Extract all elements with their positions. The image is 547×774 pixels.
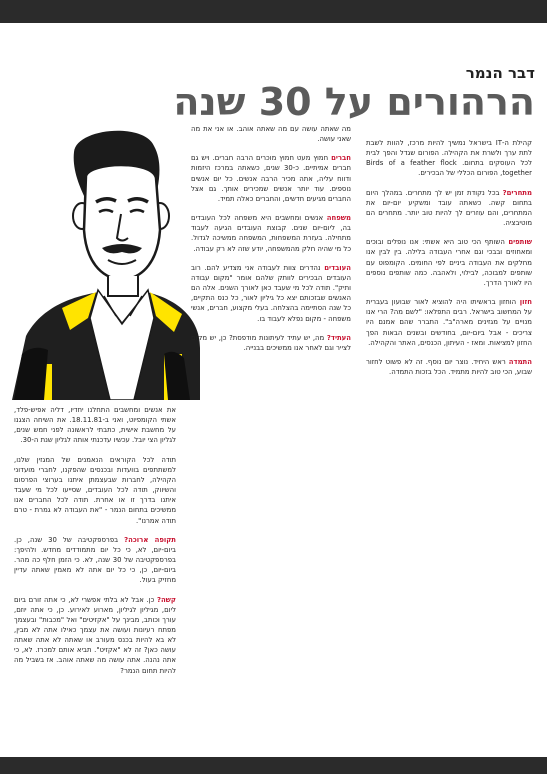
- paragraph: חזון הוחזון בראשיתו היה להוציא לאור שבועון בעברית על המחשוב בישראל. רבים התפלאו: "לשם מה? הרי אנו מנויים על מגזינים מארה"ב". התברר שהם אמנם היו צריכים - אבל ביום-יום, בחודשים ובשנים הבאות הפך החזון למציאות. ומאז - העיתון, הכנסים, האתר והקהילה.: [366, 298, 532, 347]
- keyword-lead: קשה?: [156, 595, 176, 604]
- paragraph: את אנשים ומחשבים התחלנו יחדיו, דליה אפיש-פלד, אשתי הקומפיוט, ואני ב-18.11.81. את השיחה הצגנו על מחשבת אישית, כתבתי לראשונה לפני חמש שנים, לגליון הצי יובל. עכשיו עדכנתי אותה לגליון שנת ה-30.: [14, 406, 176, 445]
- bottom-bar: [0, 757, 547, 774]
- keyword-lead: העתיד?: [326, 333, 351, 342]
- paragraph: העתיד? מה, יש עתיד לעיתונות מודפסת? כן, יש מקום לצייר וגם לאחר אנו ממשיכים בבנייה.: [191, 333, 351, 352]
- article-column-right: [366, 138, 532, 386]
- keyword-lead: חברים: [331, 154, 351, 163]
- keyword-lead: חזון: [519, 298, 532, 307]
- headline: הרהורים על 30 שנה: [173, 80, 535, 124]
- paragraph: התמדה ראש היחיד. נוצר יום נוסף. זה לא פשוט לחזור שבוע, הכי טוב להיות מתמיד. הכל בזכות התמדה.: [366, 357, 532, 376]
- paragraph: משפחה אנשים ומחשבים היא משפחה לכל העובדים בה, ליום-יום שנים. קבוצת העובדים הגיעה לעבוד מתחילה. בעזרת המשפחות, המשפחה ממשיכה לגדול. כל מי שהיה חלק מהמשפחה, יודע שזה לא רק עבודה.: [191, 214, 351, 253]
- paragraph: תקופה ארוכה? בפרספקטיבה של 30 שנה, כן. ביום-יום, לא, כי כל יום מתמודדים מחדש. ולהיפך: בפרספקטיבה של 30 שנה, לא. כי הזמן חלף כה מהר. ביום-יום, כן, כי כל יום אתה לא מאמין שאתה עדיין מחזיק בעול.: [14, 535, 177, 585]
- keyword-lead: מתחרים?: [502, 188, 532, 197]
- paragraph: מתחרים? בכל נקודת זמן יש לך מתחרים. במהלך היום בתחום קשה. כשאתה עובד ומשקיע יום-יום את המתחרים, והם עוזרים לך להיות טוב יותר. מתחרים הם מוטיבציה.: [366, 188, 532, 228]
- paragraph: מה שאתה עושה עם מה שאתה אוהב. או אני את מה שאני עושה.: [191, 125, 351, 144]
- keyword-lead: משפחה: [326, 214, 351, 223]
- keyword-lead: תקופה ארוכה?: [124, 535, 176, 544]
- top-bar: [0, 0, 547, 23]
- keyword-lead: התמדה: [508, 357, 532, 366]
- paragraph: תודה לכל הקוראים הנאמנים של המגזין שלנו, למשתתפים בוועדות ובכנסים שהפקנו, לחברי מועדוני הקהילה, לחברות שבעצמתן איתנו בערוצי הפרסום והשיווק, תודה לכל העובדים, שסייעו לכל מי שעבד איתנו בדרך זו או אחרת. תודה לכל החברים אנו ממשיכים בתחום הנמר - "את העבודה לא גמרת - טרם תודה אמרנו".: [14, 455, 176, 525]
- article-column-left: [14, 405, 176, 685]
- paragraph: שותפים השותף הכי טוב היא אשתי: אנו נופלים ובוכים ומאחוזים ובבכי וגם אחרי העבודה בלילה. בין לבין אנו מחלקים את העבודה ביניים לפי החומים. הקומפוט עם שותפים למבוכה, לבילוי, ולאהבה. כמה שותפים נוספים היו לאורך הדרך.: [366, 238, 532, 287]
- paragraph: קהילת ה-IT בישראל נמשיך להיות מרכז, להוות לשבת לתת ערך ולשרת את הקהילה. הפורום שגדל והפך לבית לכל העוסקים בתחום. Birds of a feather flock together, הפורום הכללי של הבכירים.: [366, 139, 532, 178]
- paragraph: קשה? כן. אבל לא בלתי אפשרי לא, כי אתה זורם ביום ליום, מגיליון לגיליון, מארוע לאירוע. כן, כי אתה יוזם, עורך וכותב, מבינך על "אקזיטים" ואל "מכבות" ובעצמך מפתח רעיונות ועושה את עצמך כאילו אתה לא מבין, לא בא להיות בכנס מעורב או שאתה לא אתה שאתה עושה כאן? זה לא "אקזיט". תביא אותם למכרז. לא, כי אתה נהנה. אתה עושה מה שאתה אוהב. אז בשביל מה להיות תחום הנמר?: [14, 595, 176, 675]
- article-column-middle: [191, 124, 351, 362]
- section-label: דבר הנמר: [465, 64, 535, 82]
- paragraph: העובדים נהדרים צוות לעבודה אני מצדיע להם. רוב העובדים הבכירים לוותק שלהם אומר "מקום עבודה ותיק". תודה לכל מי שעבד כאן לאורך השנים. אלה הם האנשים שבזכותם יצא כל גיליון לאור, כל כנס התקיים, כל שנה הסתיימה בהצלחה. בעלי מקצוע, חברים, אנשי משפחה - מקום נפלא לעבוד בו.: [191, 263, 351, 323]
- portrait-illustration: [4, 118, 200, 400]
- paragraph: חברים חמוץ מעט חמוץ מוכרים הרבה חברים. ויש גם חברים אמיתיים. כ-30 שנים, כשאתה במרכז היזמות ודווח עליה, אתה מכיר הרבה אנשים. כל יום אנשים נוספים. עוד יותר אנשים שמכירים אותך. גם אצל החברים מגיעים חדשים, והחברים כאלה תמיד.: [191, 154, 351, 203]
- keyword-lead: העובדים: [324, 263, 351, 272]
- keyword-lead: שותפים: [508, 238, 532, 247]
